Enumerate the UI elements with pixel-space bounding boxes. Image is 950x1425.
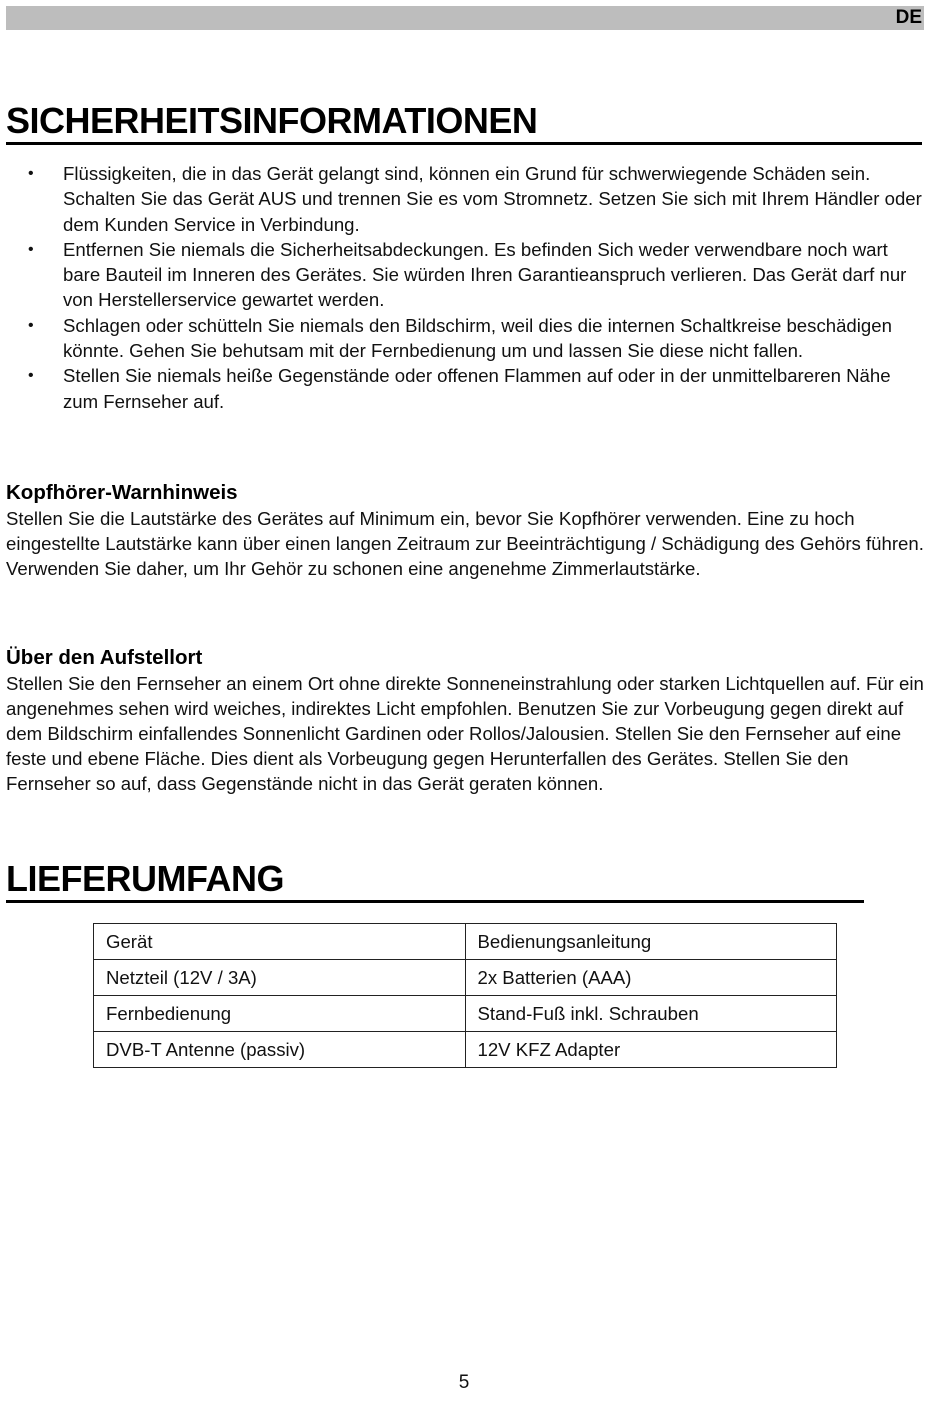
- safety-item-text: Schlagen oder schütteln Sie niemals den Bildschirm, weil dies die internen Schaltkreise beschädigen könnte. Gehen Sie behutsam mit der Fernbedienung um und lassen Sie diese nicht fallen.: [63, 314, 892, 362]
- bullet-icon: •: [28, 316, 34, 334]
- language-header-bar: [6, 6, 924, 30]
- table-cell: DVB-T Antenne (passiv): [94, 1032, 466, 1068]
- table-row: [94, 924, 837, 960]
- headphone-warning-section: [6, 479, 924, 581]
- language-code: DE: [895, 7, 922, 28]
- safety-item-text: Stellen Sie niemals heiße Gegenstände oder offenen Flammen auf oder in der unmittelbareren Nähe zum Fernseher auf.: [63, 365, 891, 412]
- list-item: [22, 313, 927, 364]
- headphone-warning-text: Stellen Sie die Lautstärke des Gerätes auf Minimum ein, bevor Sie Kopfhörer verwenden. Eine zu hoch eingestellte Lautstärke kann über einen langen Zeitraum zur Beeinträchtigung / Schädigung des Gehörs führen. Verwenden Sie daher, um Ihr Gehör zu schonen eine angenehme Zimmerlautstärke.: [6, 508, 924, 579]
- location-text: Stellen Sie den Fernseher an einem Ort ohne direkte Sonneneinstrahlung oder starken Lichtquellen auf. Für ein angenehmes sehen wird weiches, indirektes Licht empfohlen. Benutzen Sie zur Vorbeugung gegen direkt auf dem Bildschirm einfallendes Sonnenlicht Gardinen oder Rollos/Jalousien. Stellen Sie den Fernseher auf eine feste und ebene Fläche. Dies dient als Vorbeugung gegen Herunterfallen des Gerätes. Stellen Sie den Fernseher so auf, dass Gegenstände nicht in das Gerät geraten können.: [6, 673, 924, 794]
- location-section: [6, 644, 924, 796]
- delivery-scope-title: LIEFERUMFANG: [6, 860, 864, 903]
- safety-item-text: Entfernen Sie niemals die Sicherheitsabdeckungen. Es befinden Sich weder verwendbare noch wart bare Bauteil im Inneren des Gerätes. Sie würden Ihren Garantieanspruch verlieren. Das Gerät darf nur von Herstellerservice gewartet werden.: [63, 238, 907, 311]
- table-cell: Stand-Fuß inkl. Schrauben: [465, 996, 837, 1032]
- safety-item-text: Flüssigkeiten, die in das Gerät gelangt sind, können ein Grund für schwerwiegende Schäden sein. Schalten Sie das Gerät AUS und trennen Sie es vom Stromnetz. Setzen Sie sich mit Ihrem Händler oder dem Kunden Service in Verbindung.: [63, 163, 922, 235]
- list-item: [22, 237, 927, 313]
- list-item: [22, 161, 927, 237]
- safety-information-title: SICHERHEITSINFORMATIONEN: [6, 102, 922, 145]
- page-number: 5: [458, 1372, 470, 1393]
- table-cell: Netzteil (12V / 3A): [94, 960, 466, 996]
- table-cell: 2x Batterien (AAA): [465, 960, 837, 996]
- list-item: [22, 363, 927, 414]
- bullet-icon: •: [28, 240, 34, 258]
- safety-bullet-list: [22, 161, 927, 414]
- table-cell: Fernbedienung: [94, 996, 466, 1032]
- table-cell: Gerät: [94, 924, 466, 960]
- headphone-warning-heading: Kopfhörer-Warnhinweis: [6, 481, 238, 504]
- table-row: [94, 960, 837, 996]
- table-cell: 12V KFZ Adapter: [465, 1032, 837, 1068]
- bullet-icon: •: [28, 165, 34, 182]
- table-row: [94, 996, 837, 1032]
- table-row: [94, 1032, 837, 1068]
- location-heading: Über den Aufstellort: [6, 646, 203, 669]
- delivery-contents-table: [93, 923, 837, 1068]
- bullet-icon: •: [28, 367, 34, 385]
- table-cell: Bedienungsanleitung: [465, 924, 837, 960]
